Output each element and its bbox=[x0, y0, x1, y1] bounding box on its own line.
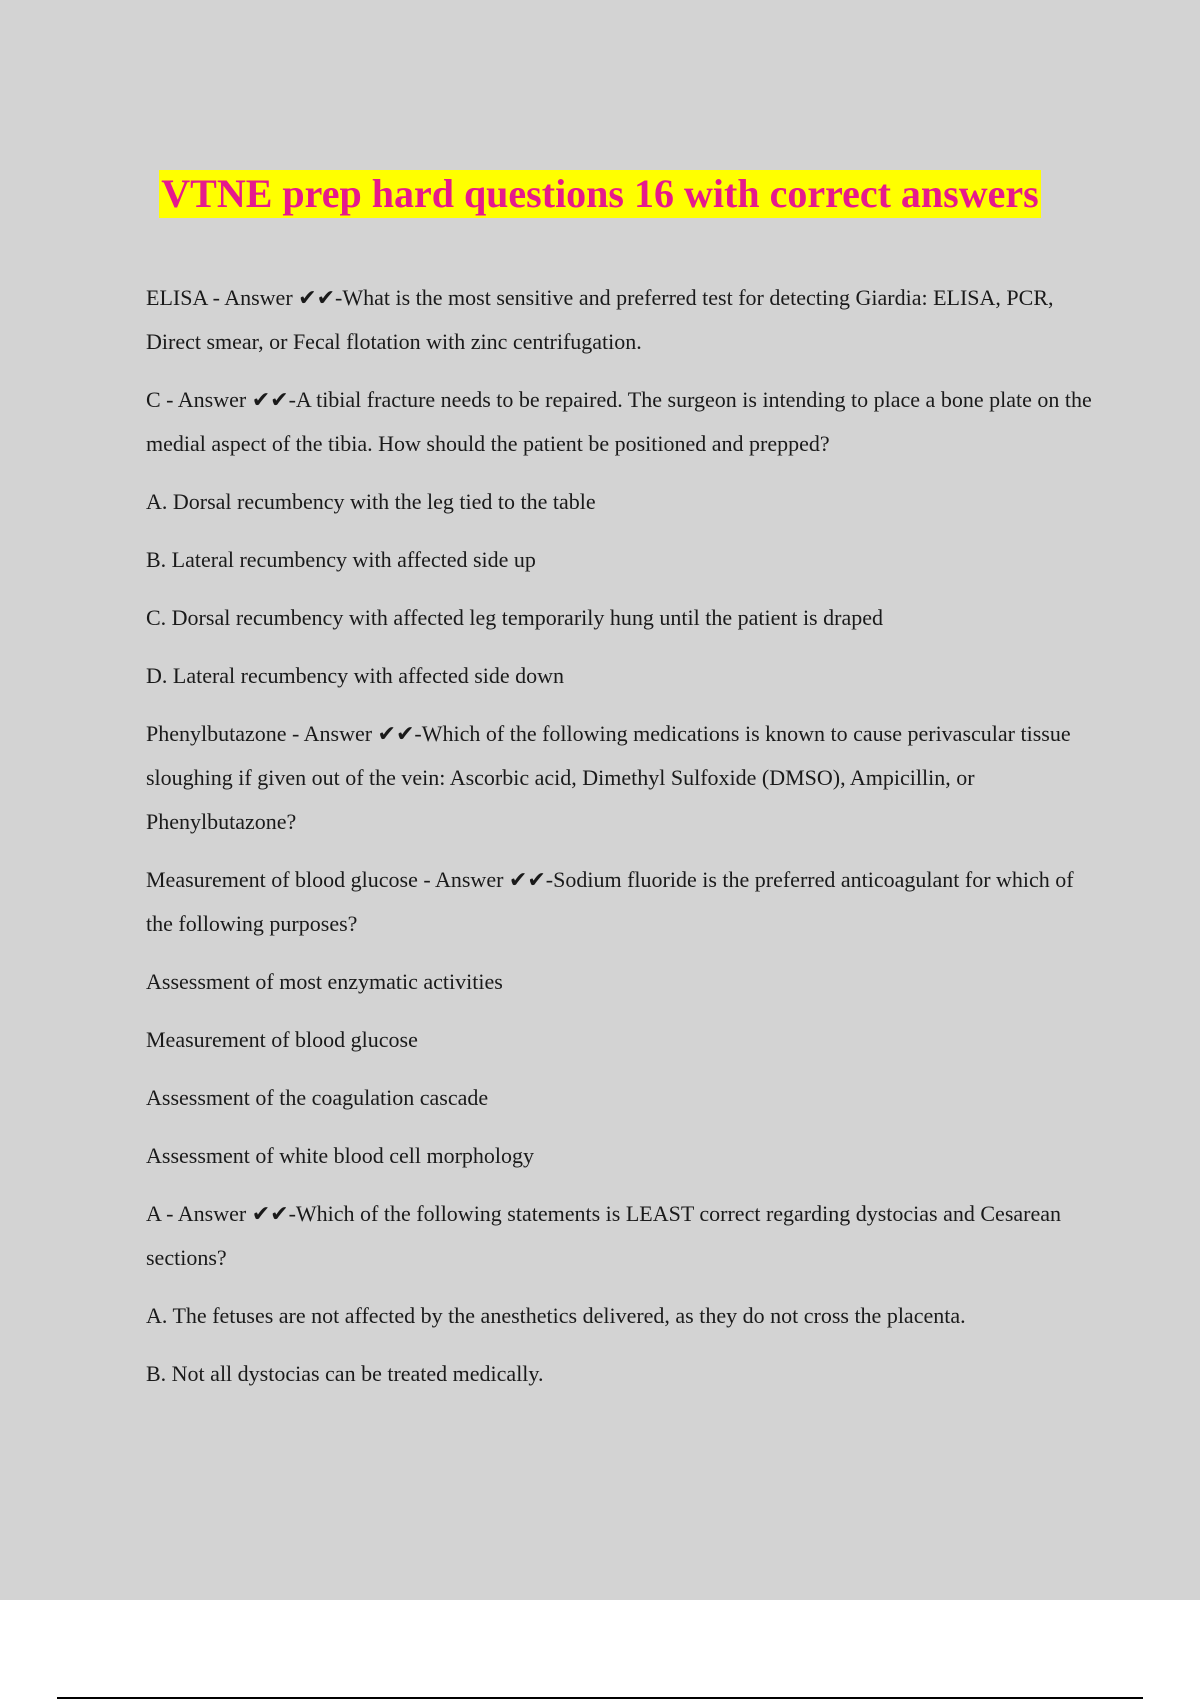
option-coagulation: Assessment of the coagulation cascade bbox=[146, 1085, 489, 1110]
option-a: A. Dorsal recumbency with the leg tied to the table bbox=[146, 489, 596, 514]
option-b: B. Lateral recumbency with affected side up bbox=[146, 547, 536, 572]
footer-divider bbox=[57, 1697, 1143, 1699]
qa-giardia: ELISA - Answer ✔✔-What is the most sensitive and preferred test for detecting Giardia: ELISA, PCR, Direct smear, or Fecal flotation with zinc centrifugation. bbox=[146, 285, 1054, 354]
document-title: VTNE prep hard questions 16 with correct answers bbox=[161, 171, 1039, 216]
option-wbc: Assessment of white blood cell morphology bbox=[146, 1143, 535, 1168]
statement-b: B. Not all dystocias can be treated medically. bbox=[146, 1361, 544, 1386]
option-d: D. Lateral recumbency with affected side down bbox=[146, 663, 565, 688]
option-c: C. Dorsal recumbency with affected leg temporarily hung until the patient is draped bbox=[146, 605, 883, 630]
document-body bbox=[146, 276, 1096, 1410]
qa-tibial-fracture: C - Answer ✔✔-A tibial fracture needs to be repaired. The surgeon is intending to place a bone plate on the medial aspect of the tibia. How should the patient be positioned and prepped? bbox=[146, 387, 1092, 456]
qa-phenylbutazone: Phenylbutazone - Answer ✔✔-Which of the following medications is known to cause perivascular tissue sloughing if given out of the vein: Ascorbic acid, Dimethyl Sulfoxide (DMSO), Ampicillin, or Phenylbutazone? bbox=[146, 721, 1071, 834]
statement-a: A. The fetuses are not affected by the anesthetics delivered, as they do not cross the placenta. bbox=[146, 1303, 966, 1328]
qa-sodium-fluoride: Measurement of blood glucose - Answer ✔✔-Sodium fluoride is the preferred anticoagulant for which of the following purposes? bbox=[146, 867, 1074, 936]
option-enzymatic: Assessment of most enzymatic activities bbox=[146, 969, 503, 994]
qa-dystocia: A - Answer ✔✔-Which of the following statements is LEAST correct regarding dystocias and Cesarean sections? bbox=[146, 1201, 1061, 1270]
title-container bbox=[0, 170, 1200, 218]
option-glucose: Measurement of blood glucose bbox=[146, 1027, 418, 1052]
